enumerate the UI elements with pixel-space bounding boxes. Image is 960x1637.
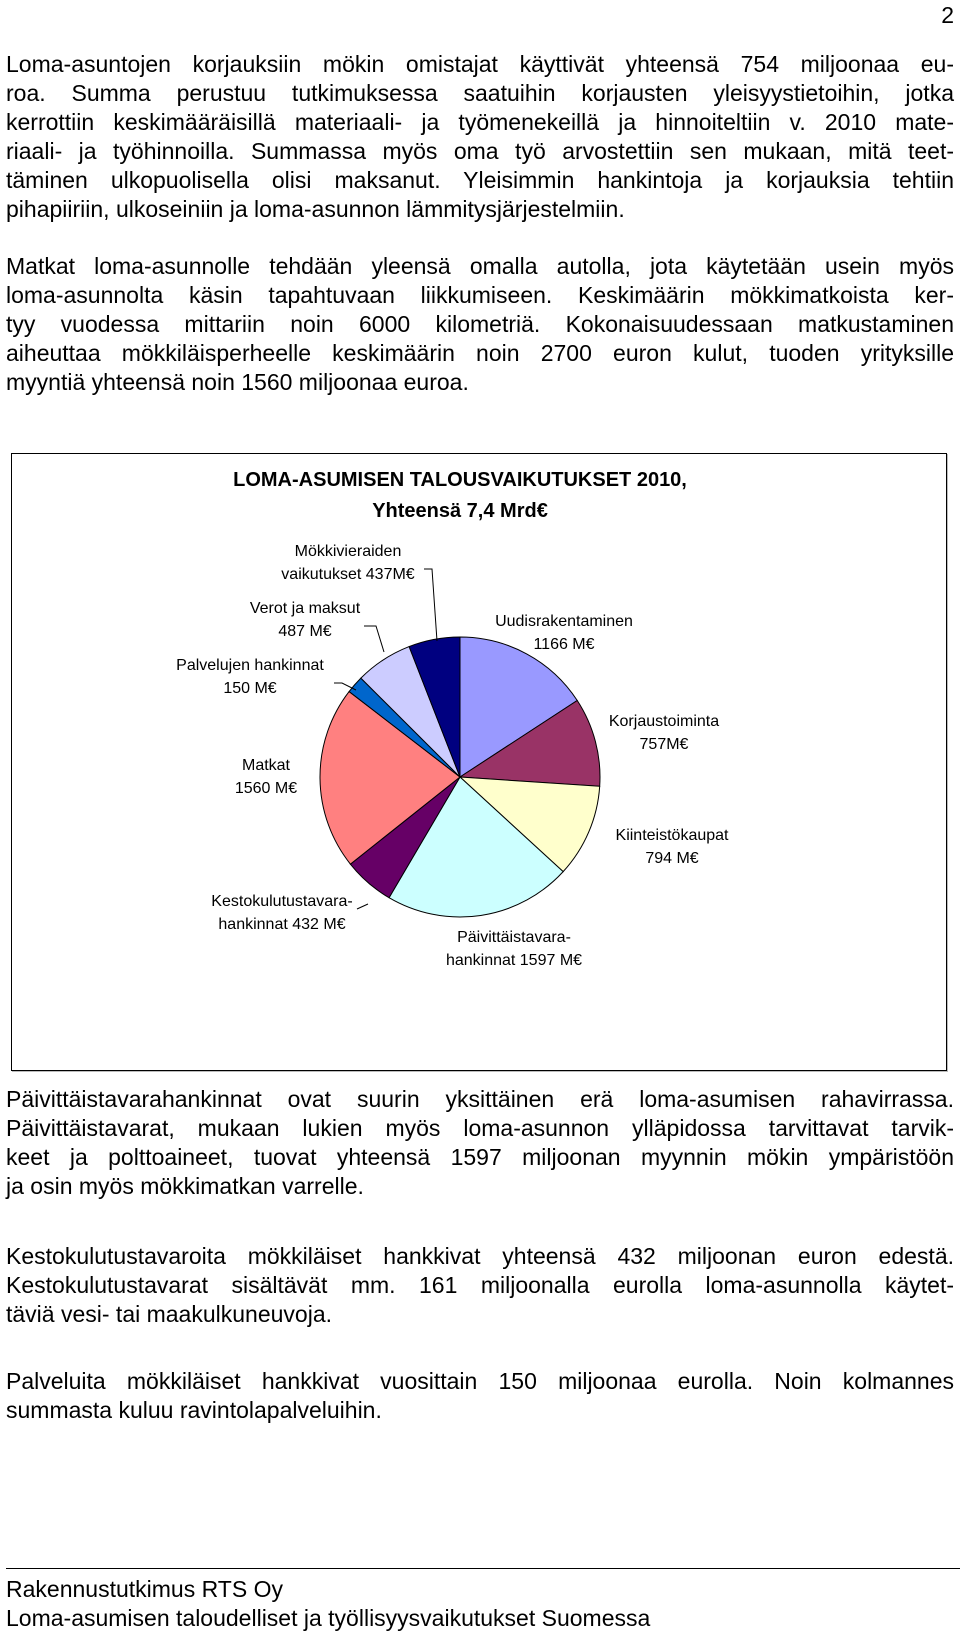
slice-label-line: hankinnat 1597 M€ [445, 952, 583, 969]
footer-report-title: Loma-asumisen taloudelliset ja työllisyysvaikutukset Suomessa [6, 1605, 651, 1631]
leader-line [364, 626, 384, 652]
paragraph-groceries [6, 1085, 954, 1201]
chart-subtitle: Yhteensä 7,4 Mrd€ [372, 500, 548, 522]
text-line: täminen ulkopuolisella olisi maksanut. Yleisimmin hankintoja ja korjauksia tehtiin [6, 167, 954, 193]
slice-label-line: Korjaustoiminta [608, 713, 720, 730]
slice-label-line: vaikutukset 437M€ [281, 566, 415, 583]
pie-chart [12, 454, 946, 1070]
slice-label-line: 757M€ [639, 736, 689, 753]
text-line: riaali- ja työhinnoilla. Summassa myös oma työ arvostettiin sen mukaan, mitä teet- [6, 138, 954, 164]
paragraph-travel [6, 252, 954, 397]
paragraph-repairs [6, 50, 954, 224]
slice-label-line: Päivittäistavara- [457, 929, 571, 946]
slice-label-line: Verot ja maksut [249, 600, 361, 617]
chart-title: LOMA-ASUMISEN TALOUSVAIKUTUKSET 2010, [233, 469, 687, 491]
text-line: myyntiä yhteensä noin 1560 miljoonaa euroa. [6, 369, 469, 395]
text-line: Kestokulutustavaroita mökkiläiset hankkivat yhteensä 432 miljoonan euron edestä. [6, 1243, 954, 1269]
slice-label-line: 487 M€ [278, 623, 332, 640]
slice-label-line: 150 M€ [223, 680, 277, 697]
text-line: Kestokulutustavarat sisältävät mm. 161 miljoonalla eurolla loma-asunnolla käytet- [6, 1272, 954, 1298]
text-line: aiheuttaa mökkiläisperheelle keskimäärin noin 2700 euron kulut, tuoden yrityksille [6, 340, 954, 366]
chart-frame [11, 453, 947, 1071]
text-line: summasta kuluu ravintolapalveluihin. [6, 1397, 382, 1423]
text-line: loma-asunnolta käsin tapahtuvaan liikkumiseen. Keskimäärin mökkimatkoista ker- [6, 282, 954, 308]
slice-label-line: Matkat [241, 757, 291, 774]
slice-label-line: 1560 M€ [234, 780, 298, 797]
slice-label-line: hankinnat 432 M€ [218, 916, 346, 933]
slice-label [609, 713, 719, 753]
text-line: pihapiiriin, ulkoseiniin ja loma-asunnon lämmitysjärjestelmiin. [6, 196, 625, 222]
text-line: Loma-asuntojen korjauksiin mökin omistajat käyttivät yhteensä 754 miljoonaa eu- [6, 51, 954, 77]
slice-label-line: 1166 M€ [533, 636, 595, 653]
slice-label [235, 757, 297, 797]
leader-line [424, 569, 437, 641]
text-line: tyy vuodessa mittariin noin 6000 kilometriä. Kokonaisuudessaan matkustaminen [6, 311, 954, 337]
text-line: keet ja polttoaineet, tuovat yhteensä 1597 miljoonan myynnin mökin ympäristöön [6, 1144, 954, 1170]
footer-organization: Rakennustutkimus RTS Oy [6, 1576, 283, 1602]
footer-divider [6, 1568, 960, 1569]
slice-label [616, 827, 730, 867]
slice-label [176, 657, 324, 697]
slice-label-line: Uudisrakentaminen [495, 613, 633, 630]
leader-line [357, 904, 368, 909]
text-line: Matkat loma-asunnolle tehdään yleensä omalla autolla, jota käytetään usein myös [6, 253, 954, 279]
page-number: 2 [941, 2, 954, 28]
text-line: kerrottiin keskimääräisillä materiaali- ja työmenekeillä ja hinnoiteltiin v. 2010 mate- [6, 109, 954, 135]
slice-label [211, 893, 352, 933]
text-line: Päivittäistavarat, mukaan lukien myös loma-asunnon ylläpidossa tarvittavat tarvik- [6, 1115, 954, 1141]
text-line: ja osin myös mökkimatkan varrelle. [6, 1173, 364, 1199]
text-line: täviä vesi- tai maakulkuneuvoja. [6, 1301, 332, 1327]
slice-label-line: Palvelujen hankinnat [176, 657, 324, 674]
slice-label [446, 929, 582, 969]
text-line: Palveluita mökkiläiset hankkivat vuosittain 150 miljoonaa eurolla. Noin kolmannes [6, 1368, 954, 1394]
slice-label-line: Mökkivieraiden [294, 543, 402, 560]
paragraph-durables [6, 1242, 954, 1329]
slice-label-line: Kestokulutustavara- [211, 893, 353, 910]
slice-label [281, 543, 415, 583]
slice-label-line: 794 M€ [645, 850, 699, 867]
slice-label [250, 600, 361, 640]
slice-label [495, 613, 633, 653]
text-line: Päivittäistavarahankinnat ovat suurin yksittäinen erä loma-asumisen rahavirrassa. [6, 1086, 954, 1112]
slice-label-line: Kiinteistökaupat [615, 827, 729, 844]
text-line: roa. Summa perustuu tutkimuksessa saatuihin korjausten yleisyystietoihin, jotka [6, 80, 954, 106]
paragraph-services [6, 1367, 954, 1425]
